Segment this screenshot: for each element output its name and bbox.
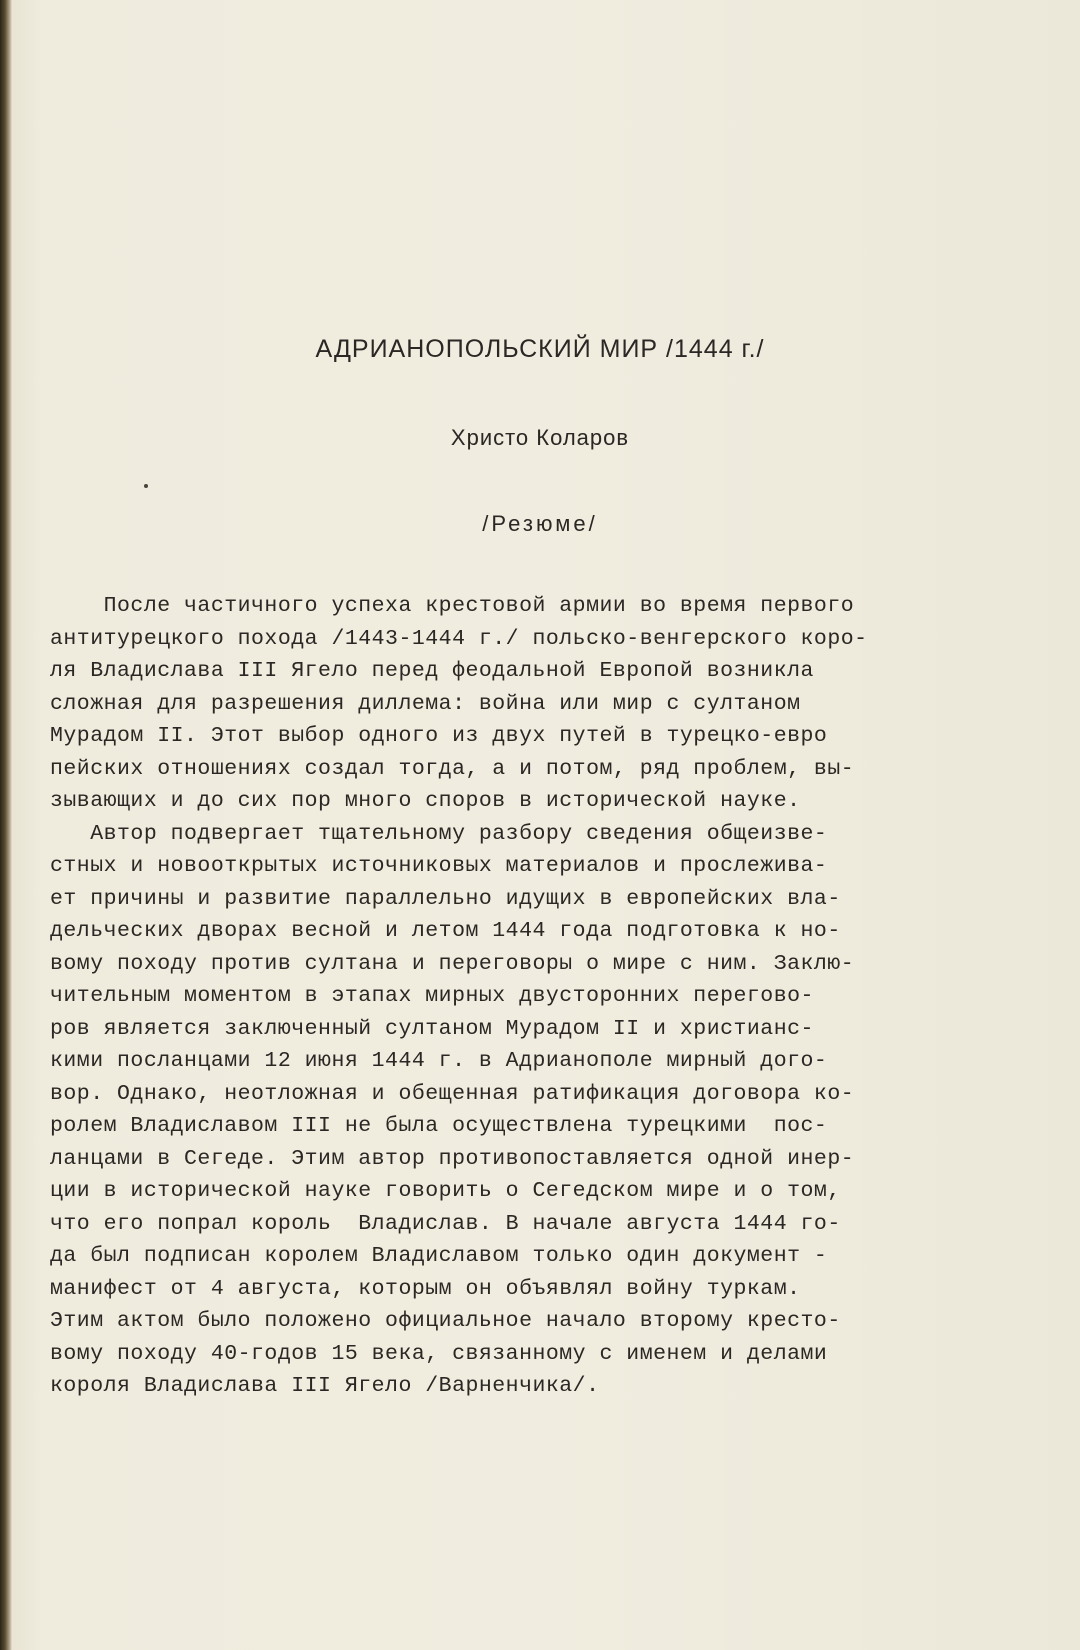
body-line: ролем Владиславом III не была осуществлена турецкими пос- xyxy=(50,1114,828,1138)
body-line: Этим актом было положено официальное начало второму кресто- xyxy=(50,1309,841,1333)
section-label: /Резюме/ xyxy=(482,511,598,536)
ink-speck xyxy=(144,484,148,488)
body-line: пейских отношениях создал тогда, а и потом, ряд проблем, вы- xyxy=(50,756,855,781)
body-line: Мурадом II. Этот выбор одного из двух путей в турецко-евро xyxy=(50,724,828,748)
author-name: Христо Коларов xyxy=(450,425,630,450)
body-line: сложная для разрешения диллема: война или мир с султаном xyxy=(50,691,801,716)
body-line: да был подписан королем Владиславом только один документ - xyxy=(50,1244,828,1268)
body-line: ля Владислава III Ягело перед феодальной Европой возникла xyxy=(50,659,814,683)
body-line: ланцами в Сегеде. Этим автор противопоставляется одной инер- xyxy=(50,1146,855,1171)
body-line: ров является заключенный султаном Мурадом II и христианс- xyxy=(50,1016,814,1041)
body-line: стных и новооткрытых источниковых материалов и прослежива- xyxy=(50,854,828,878)
body-line: вому походу против султана и переговоры о мире с ним. Заклю- xyxy=(50,951,855,976)
body-line: вор. Однако, неотложная и обещенная ратификация договора ко- xyxy=(50,1081,855,1106)
body-line: вому походу 40-годов 15 века, связанному с именем и делами xyxy=(50,1341,828,1366)
body-line: антитурецкого похода /1443-1444 г./ польско-венгерского коро- xyxy=(50,626,868,651)
body-line: ции в исторической науке говорить о Сегедском мире и о том, xyxy=(50,1179,841,1203)
body-line: манифест от 4 августа, которым он объявлял войну туркам. xyxy=(50,1276,801,1301)
body-line: зывающих и до сих пор много споров в исторической науке. xyxy=(50,789,801,813)
body-line: После частичного успеха крестовой армии во время первого xyxy=(50,594,855,618)
body-line: дельческих дворах весной и летом 1444 года подготовка к но- xyxy=(50,919,841,943)
body-line: Автор подвергает тщательному разбору сведения общеизве- xyxy=(50,821,828,846)
page-binding-edge xyxy=(0,0,12,1650)
body-line: ет причины и развитие параллельно идущих в европейских вла- xyxy=(50,886,841,911)
body-line: что его попрал король Владислав. В начале августа 1444 го- xyxy=(50,1211,841,1236)
body-line: короля Владислава III Ягело /Варненчика/. xyxy=(50,1374,600,1398)
document-title: АДРИАНОПОЛЬСКИЙ МИР /1444 г./ xyxy=(315,335,765,363)
summary-body xyxy=(50,590,1010,1403)
body-line: чительным моментом в этапах мирных двусторонних перегово- xyxy=(50,984,814,1008)
body-line: кими посланцами 12 июня 1444 г. в Адрианополе мирный дого- xyxy=(50,1049,828,1073)
